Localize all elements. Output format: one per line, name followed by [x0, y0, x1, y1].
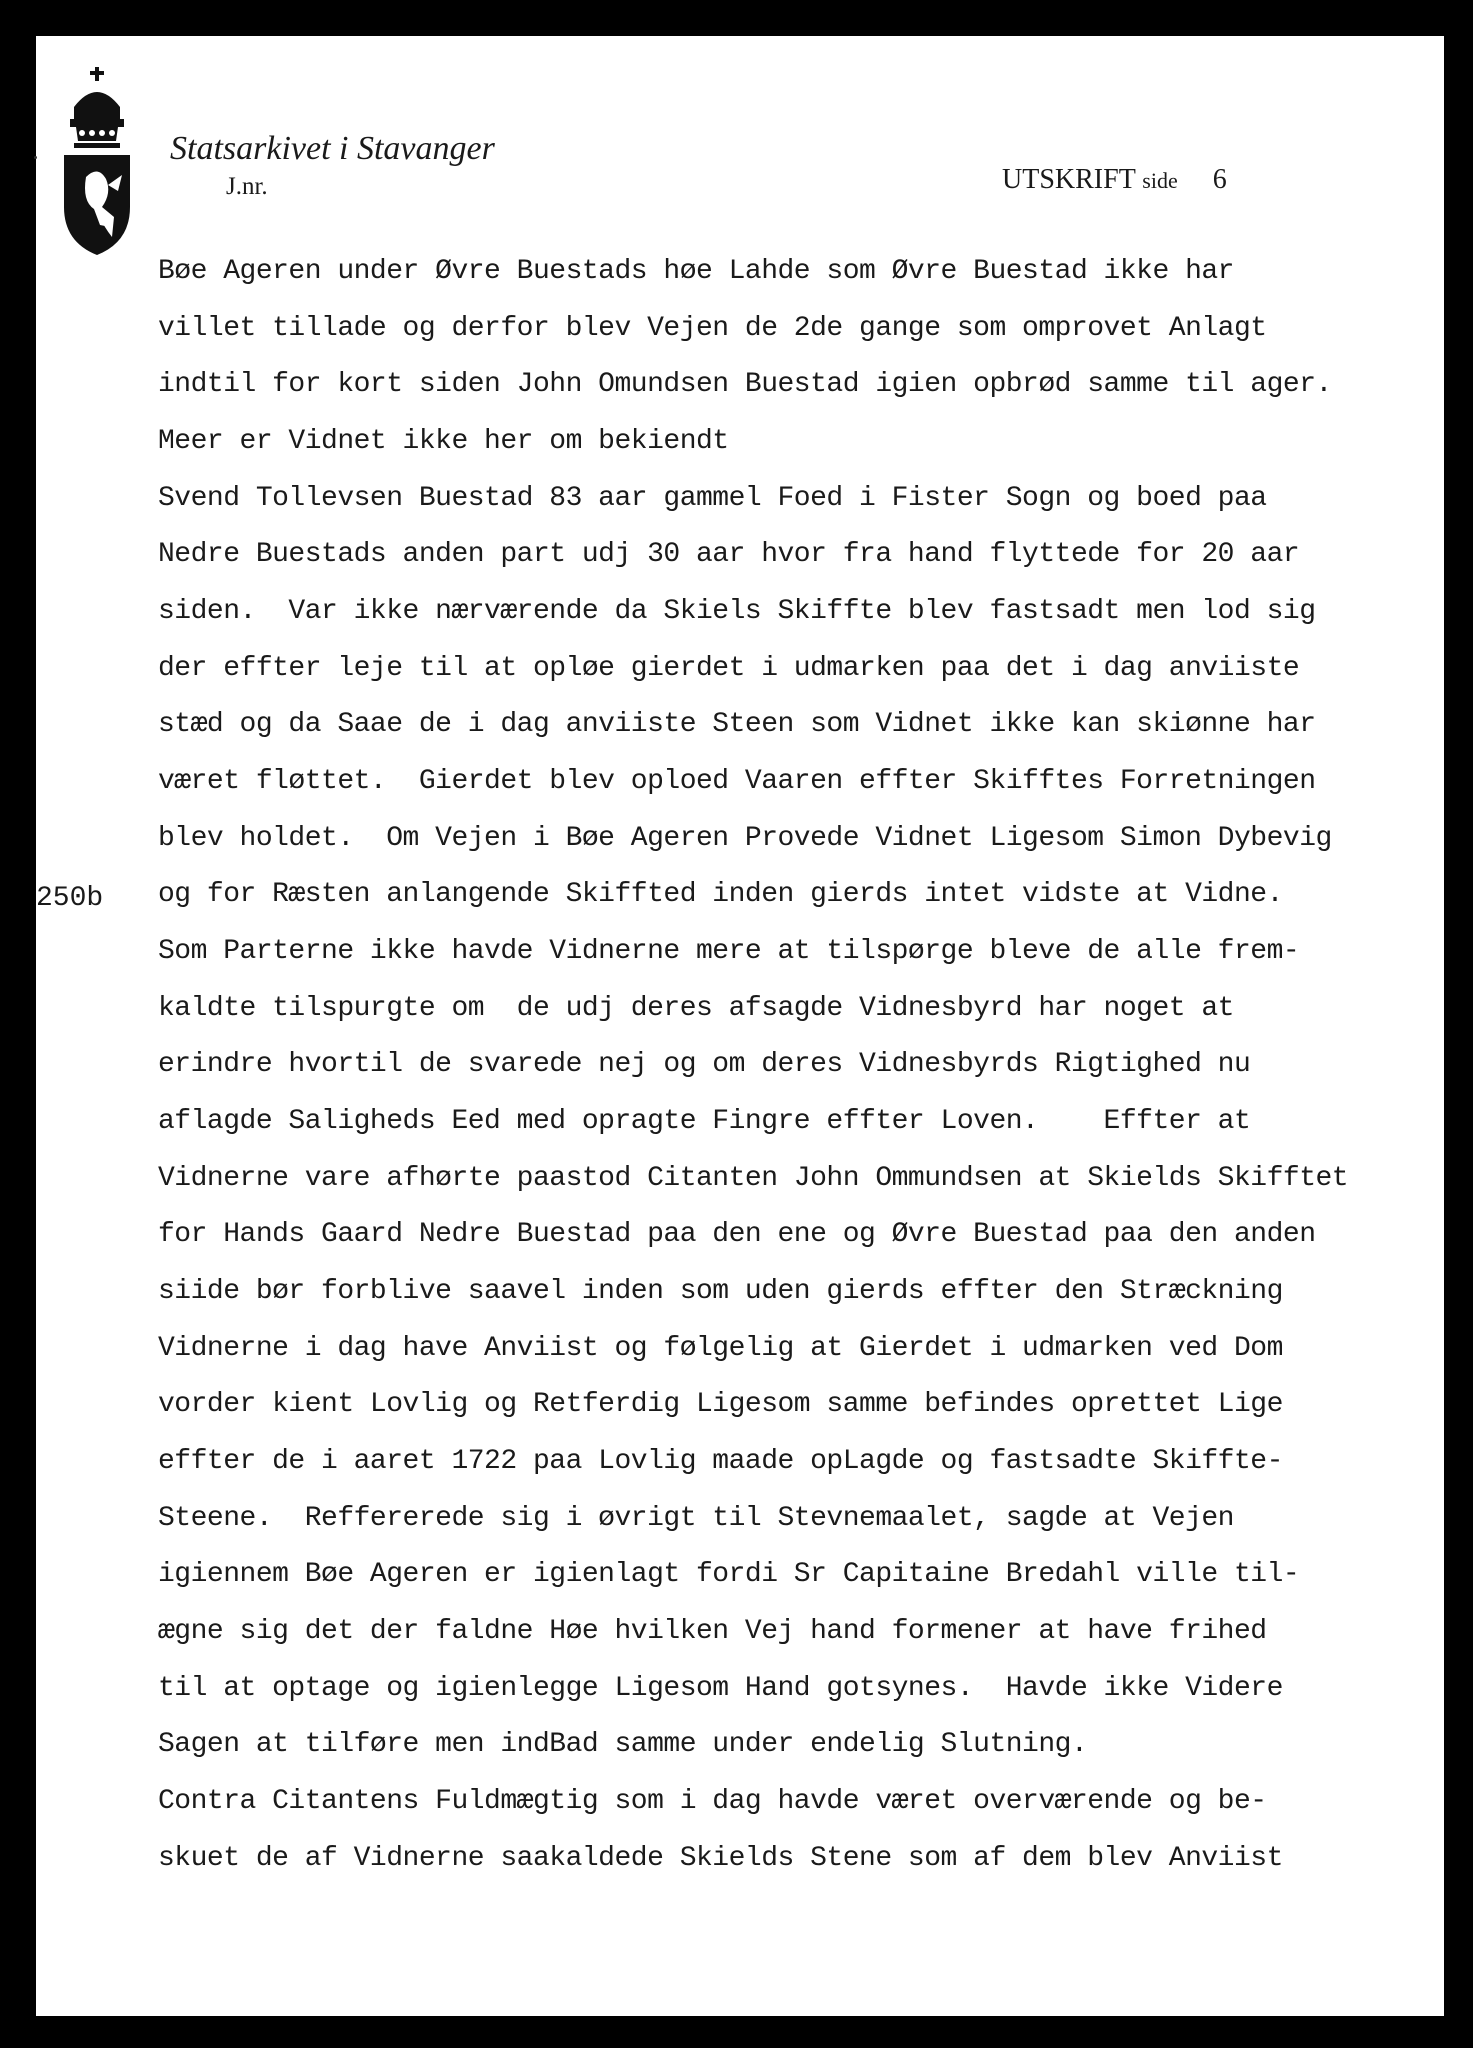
- text-line: vorder kient Lovlig og Retferdig Ligesom samme befindes oprettet Lige: [158, 1389, 1283, 1420]
- text-line: der effter leje til at opløe gierdet i udmarken paa det i dag anviiste: [158, 653, 1300, 684]
- text-line: Steene. Reffererede sig i øvrigt til Stevnemaalet, sagde at Vejen: [158, 1503, 1234, 1534]
- text-line: igiennem Bøe Ageren er igienlagt fordi Sr Capitaine Bredahl ville til-: [158, 1559, 1300, 1590]
- text-line: Svend Tollevsen Buestad 83 aar gammel Foed i Fister Sogn og boed paa: [158, 483, 1267, 514]
- text-line: Contra Citantens Fuldmægtig som i dag havde været overværende og be-: [158, 1786, 1267, 1817]
- text-line: Sagen at tilføre men indBad samme under endelig Slutning.: [158, 1729, 1088, 1760]
- utskrift-label: UTSKRIFT: [1002, 164, 1136, 195]
- text-line: Som Parterne ikke havde Vidnerne mere at tilspørge bleve de alle frem-: [158, 936, 1300, 967]
- text-line: skuet de af Vidnerne saakaldede Skields Stene som af dem blev Anviist: [158, 1843, 1283, 1874]
- text-line: og for Ræsten anlangende Skiffted inden gierds intet vidste at Vidne.: [158, 879, 1283, 910]
- side-label: side: [1142, 168, 1178, 193]
- text-line: erindre hvortil de svarede nej og om deres Vidnesbyrds Rigtighed nu: [158, 1049, 1251, 1080]
- text-line: blev holdet. Om Vejen i Bøe Ageren Provede Vidnet Ligesom Simon Dybevig: [158, 823, 1332, 854]
- page-header-right: [1002, 164, 1227, 196]
- page-number: 6: [1212, 164, 1227, 195]
- text-line: siide bør forblive saavel inden som uden gierds effter den Stræckning: [158, 1276, 1283, 1307]
- text-line: været fløttet. Gierdet blev oploed Vaaren effter Skifftes Forretningen: [158, 766, 1316, 797]
- text-line: Vidnerne i dag have Anviist og følgelig at Gierdet i udmarken ved Dom: [158, 1333, 1283, 1364]
- text-line: aflagde Saligheds Eed med opragte Fingre effter Loven. Effter at: [158, 1106, 1251, 1137]
- text-line: indtil for kort siden John Omundsen Buestad igien opbrød samme til ager.: [158, 369, 1332, 400]
- text-line: siden. Var ikke nærværende da Skiels Skiffte blev fastsadt men lod sig: [158, 596, 1316, 627]
- text-line: for Hands Gaard Nedre Buestad paa den ene og Øvre Buestad paa den anden: [158, 1219, 1316, 1250]
- journal-number-label: J.nr.: [226, 173, 268, 200]
- margin-folio-note: 250b: [36, 883, 104, 914]
- text-line: stæd og da Saae de i dag anviiste Steen som Vidnet ikke kan skiønne har: [158, 709, 1316, 740]
- text-line: Nedre Buestads anden part udj 30 aar hvor fra hand flyttede for 20 aar: [158, 539, 1300, 570]
- text-line: villet tillade og derfor blev Vejen de 2de gange som omprovet Anlagt: [158, 313, 1267, 344]
- scan-speck: [34, 156, 37, 159]
- text-line: kaldte tilspurgte om de udj deres afsagde Vidnesbyrd har noget at: [158, 993, 1234, 1024]
- text-line: Bøe Ageren under Øvre Buestads høe Lahde som Øvre Buestad ikke har: [158, 256, 1234, 287]
- archive-name: Statsarkivet i Stavanger: [170, 130, 495, 167]
- text-line: Vidnerne vare afhørte paastod Citanten John Ommundsen at Skields Skifftet: [158, 1163, 1349, 1194]
- text-line: til at optage og igienlegge Ligesom Hand gotsynes. Havde ikke Videre: [158, 1673, 1283, 1704]
- norwegian-coat-of-arms-icon: [54, 67, 140, 257]
- text-line: Meer er Vidnet ikke her om bekiendt: [158, 426, 729, 457]
- text-line: effter de i aaret 1722 paa Lovlig maade opLagde og fastsadte Skiffte-: [158, 1446, 1283, 1477]
- text-line: ægne sig det der faldne Høe hvilken Vej hand formener at have frihed: [158, 1616, 1267, 1647]
